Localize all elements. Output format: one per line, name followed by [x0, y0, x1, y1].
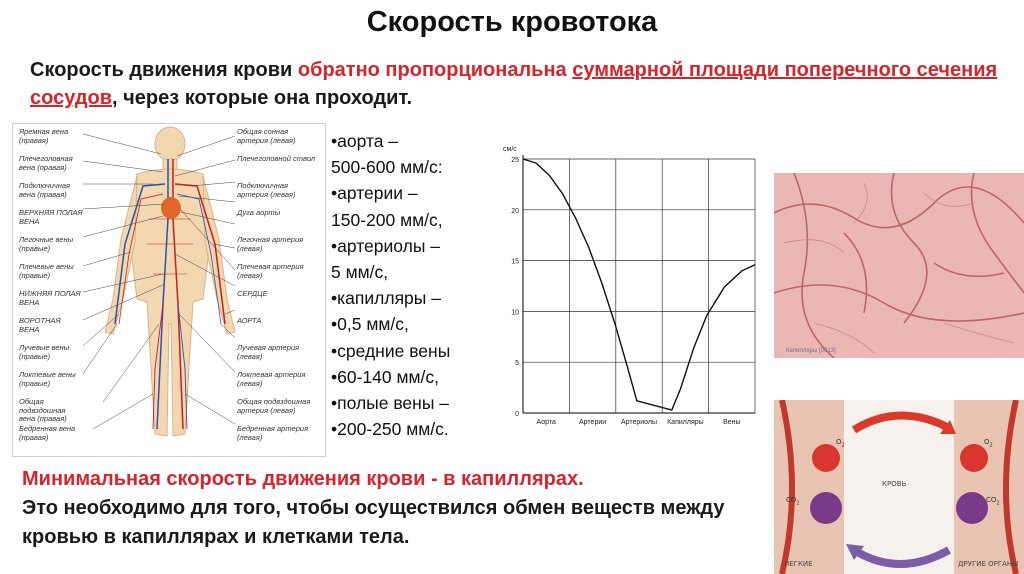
slide-title: Скорость кровотока: [366, 6, 658, 38]
anatomy-left-label: Плечеголовная вена (правая): [19, 154, 73, 172]
heart-shape: [161, 197, 181, 219]
anatomy-left-label: Бедренная вена (правая): [19, 424, 76, 442]
speed-line: •полые вены –: [331, 393, 450, 414]
chart-ytick-label: 0: [515, 411, 519, 418]
anatomy-right-label: Дуга аорты: [237, 208, 281, 217]
velocity-chart-svg: [493, 137, 761, 435]
chart-background: [493, 137, 761, 435]
anatomy-left-label: Яремная вена (правая): [19, 127, 69, 145]
anatomy-left-label: Легочные вены (правые): [19, 235, 74, 253]
chart-ytick-label: 25: [511, 157, 519, 164]
anatomy-right-label: Лучевая артерия (левая): [237, 343, 300, 361]
chart-ytick-label: 5: [515, 360, 519, 368]
intro-text: [30, 56, 1010, 112]
intro-part4: суммарной площади поперечного сечения сосудов: [30, 59, 998, 109]
conclusion-text: [22, 465, 762, 552]
anatomy-left-label: ВОРОТНАЯ ВЕНА: [19, 316, 61, 334]
chart-category-label: Капилляры: [667, 419, 704, 426]
chart-ytick-label: 15: [511, 258, 519, 266]
capillaries-photo: [774, 173, 1024, 358]
velocity-chart: [493, 137, 761, 435]
speed-line: •0,5 мм/с,: [331, 314, 409, 335]
o2-label-right: $O_2$: [984, 438, 993, 449]
chart-ytick-label: 10: [511, 309, 519, 317]
anatomy-right-label: Плечеголовной ствол: [237, 154, 315, 163]
anatomy-right-label: Локтевая артерия (левая): [237, 370, 306, 388]
anatomy-left-label: Локтевые вены (правые): [19, 370, 76, 388]
speed-line: •артериолы –: [331, 235, 440, 256]
anatomy-right-label: Подключичная артерия (левая): [237, 181, 296, 199]
anatomy-left-label: Подключичная вена (правая): [19, 181, 71, 199]
chart-category-label: Артериолы: [620, 419, 658, 426]
speed-line: 500-600 мм/с:: [331, 157, 443, 178]
anatomy-right-label: СЕРДЦЕ: [237, 289, 268, 298]
anatomy-right-label: Бедренная артерия (левая): [237, 424, 309, 442]
intro-part1: Скорость движения крови: [30, 59, 298, 81]
anatomy-left-label: НИЖНЯЯ ПОЛАЯ ВЕНА: [19, 289, 81, 307]
speed-line: 5 мм/с,: [331, 262, 389, 283]
chart-ylabel: см/с: [503, 146, 517, 153]
circulatory-system-illustration: [12, 123, 326, 457]
capillaries-caption: Капилляры [0613]: [786, 348, 836, 354]
lungs-label: ЛЕГКИЕ: [784, 560, 813, 568]
co2-label-right: $CO_2$: [986, 496, 1000, 507]
speed-line: •капилляры –: [331, 288, 441, 309]
speed-line: •аорта –: [331, 131, 399, 151]
anatomy-left-label: ВЕРХНЯЯ ПОЛАЯ ВЕНА: [19, 208, 83, 226]
anatomy-right-label: Общая сонная артерия (левая): [237, 127, 296, 145]
anatomy-right-label: Плечевая артерия (левая): [237, 262, 304, 280]
anatomy-left-label: Плечевые вены (правые): [19, 262, 74, 280]
anatomy-left-label: Лучевые вены (правые): [19, 343, 70, 361]
speed-line: •60-140 мм/с,: [331, 366, 440, 387]
speed-line: •артерии –: [331, 183, 418, 204]
conclusion-line-2: Это необходимо для того, чтобы осуществился обмен веществ между кровью в капиллярах и клетками тела.: [22, 497, 725, 548]
speed-line: 150-200 мм/с,: [331, 209, 443, 230]
chart-category-label: Артерии: [579, 419, 607, 426]
anatomy-right-label: АОРТА: [237, 316, 262, 325]
capillaries-image: [774, 173, 1024, 358]
conclusion-line-1: Минимальная скорость движения крови - в капиллярах.: [22, 468, 584, 490]
o2-label-left: $O_2$: [836, 438, 845, 449]
anatomy-right-label: Легочная артерия (левая): [237, 235, 304, 253]
speed-list: [331, 128, 499, 442]
chart-ytick-label: 20: [511, 207, 519, 215]
speed-line: •средние вены: [331, 340, 451, 361]
blood-label: КРОВЬ: [882, 480, 907, 488]
chart-category-label: Аорта: [536, 419, 556, 426]
other-organs-label: ДРУГИЕ ОРГАНЫ: [958, 560, 1019, 568]
intro-part2: обратно пропорциональна: [297, 59, 567, 81]
speed-line: •200-250 мм/с.: [331, 419, 449, 440]
intro-part5: , через которые она проходит.: [112, 87, 413, 109]
anatomy-left-label: Общая подвздошная вена (правая): [19, 397, 67, 423]
co2-label-left: $CO_2$: [786, 496, 800, 507]
anatomy-right-label: Общая подвздошная артерия (левая): [237, 397, 311, 415]
chart-category-label: Вены: [723, 419, 741, 426]
gas-exchange-photo: [774, 400, 1024, 574]
